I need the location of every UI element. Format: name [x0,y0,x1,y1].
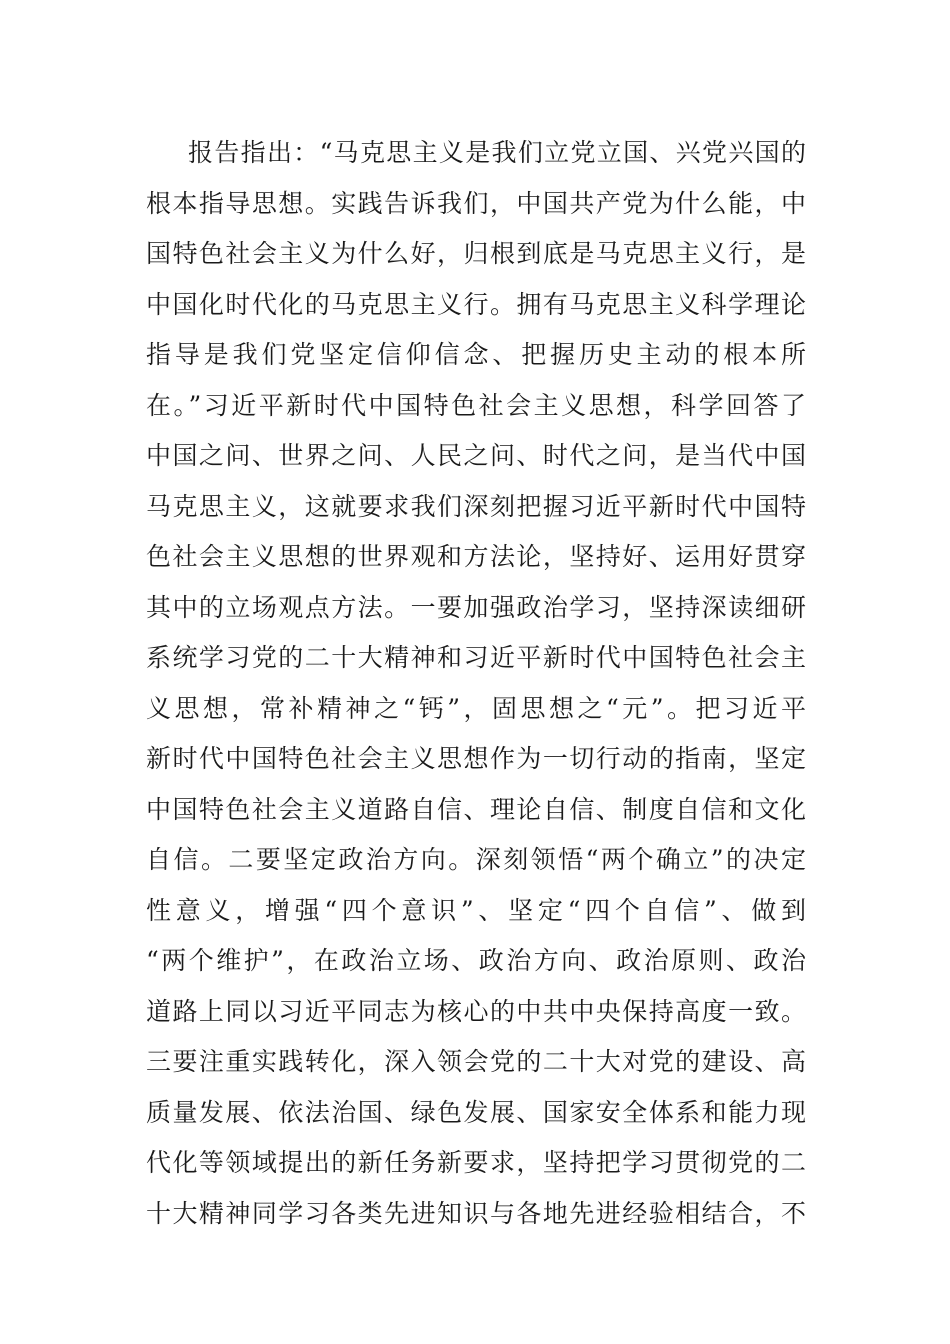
paragraph-line: 代化等领域提出的新任务新要求，坚持把学习贯彻党的二 [146,1148,806,1177]
paragraph-line: 十大精神同学习各类先进知识与各地先进经验相结合，不 [146,1198,806,1228]
paragraph-line: 系统学习党的二十大精神和习近平新时代中国特色社会主 [146,643,806,672]
paragraph-line: 新时代中国特色社会主义思想作为一切行动的指南，坚定 [146,744,806,773]
paragraph-line: 三要注重实践转化，深入领会党的二十大对党的建设、高 [146,1047,806,1076]
paragraph-line: 中国之问、世界之问、人民之问、时代之问，是当代中国 [146,441,806,470]
paragraph-line: 自信。二要坚定政治方向。深刻领悟“两个确立”的决定 [146,845,806,874]
paragraph-line: 性意义，增强“四个意识”、坚定“四个自信”、做到 [146,895,806,925]
paragraph-line: 根本指导思想。实践告诉我们，中国共产党为什么能，中 [146,188,806,218]
paragraph-line: 中国化时代化的马克思主义行。拥有马克思主义科学理论 [146,289,806,319]
paragraph-line: “两个维护”，在政治立场、政治方向、政治原则、政治 [146,946,806,975]
paragraph-line: 在。”习近平新时代中国特色社会主义思想，科学回答了 [146,390,806,420]
paragraph-line: 其中的立场观点方法。一要加强政治学习，坚持深读细研 [146,592,806,622]
paragraph-line: 马克思主义，这就要求我们深刻把握习近平新时代中国特 [146,491,806,521]
body-paragraph [146,128,806,1239]
paragraph-line: 中国特色社会主义道路自信、理论自信、制度自信和文化 [146,794,806,824]
paragraph-line: 道路上同以习近平同志为核心的中共中央保持高度一致。 [146,996,806,1026]
paragraph-line: 质量发展、依法治国、绿色发展、国家安全体系和能力现 [146,1097,806,1127]
paragraph-line: 国特色社会主义为什么好，归根到底是马克思主义行，是 [146,239,806,268]
paragraph-line: 指导是我们党坚定信仰信念、把握历史主动的根本所 [146,340,806,369]
paragraph-line: 义思想，常补精神之“钙”，固思想之“元”。把习近平 [146,693,806,723]
paragraph-line: 色社会主义思想的世界观和方法论，坚持好、运用好贯穿 [146,542,806,571]
paragraph-line: 报告指出：“马克思主义是我们立党立国、兴党兴国的 [188,138,806,167]
